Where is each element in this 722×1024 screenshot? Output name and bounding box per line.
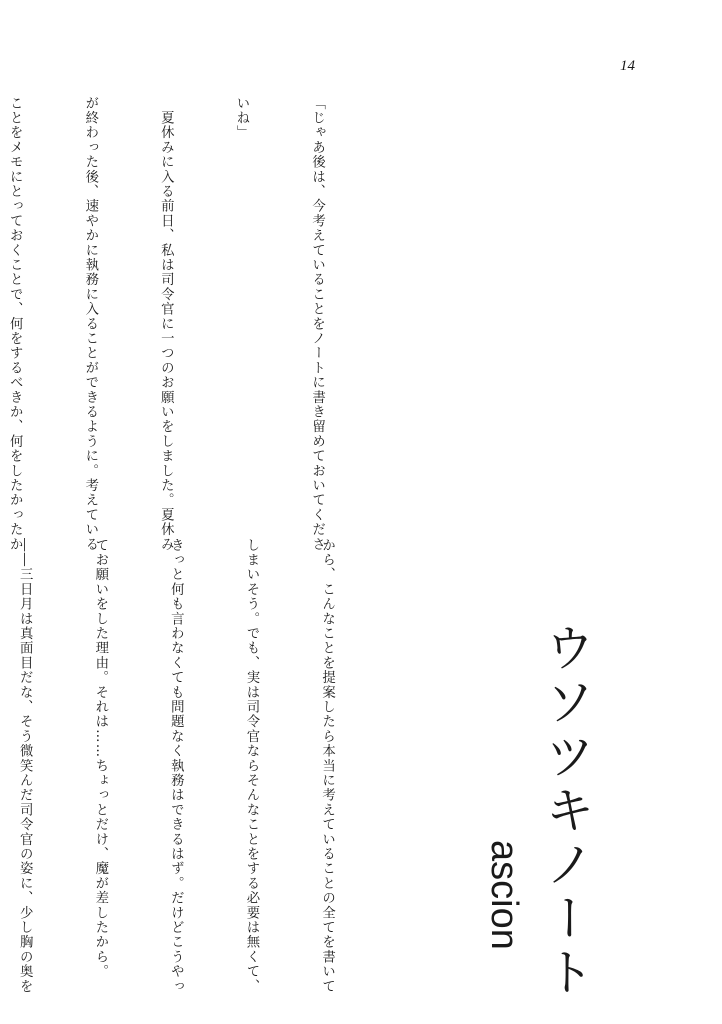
- author-name: ascion: [483, 840, 525, 950]
- text-line: いね」: [233, 96, 249, 141]
- story-title: ウソツキノート: [537, 622, 595, 1000]
- text-line: が終わった後、速やかに執務に入ることができるように。考えている: [82, 96, 98, 552]
- body-text-upper: [0, 96, 380, 552]
- text-line: きっと何も言わなくても問題なく執務はできるはず。だけどこうやっ: [168, 538, 184, 994]
- text-line: てお願いをした理由。それは……ちょっとだけ、魔が差したから。: [92, 538, 108, 979]
- text-line: 夏休みに入る前日、私は司令官に一つのお願いをしました。夏休み: [158, 96, 174, 552]
- body-text-lower: [0, 538, 390, 994]
- text-line: しまいそう。でも、実は司令官ならそんなことをする必要は無くて、: [243, 538, 259, 994]
- text-line: ――三日月は真面目だな、そう微笑んだ司令官の姿に、少し胸の奥を: [17, 538, 33, 994]
- text-line: から、こんなことを提案したら本当に考えていることの全てを書いて: [319, 538, 335, 994]
- page-number: 14: [620, 58, 635, 74]
- text-line: 「じゃあ後は、今考えていることをノートに書き留めておいてくださ: [309, 96, 325, 552]
- text-line: ことをメモにとっておくことで、何をするべきか、何をしたかったか: [7, 96, 23, 552]
